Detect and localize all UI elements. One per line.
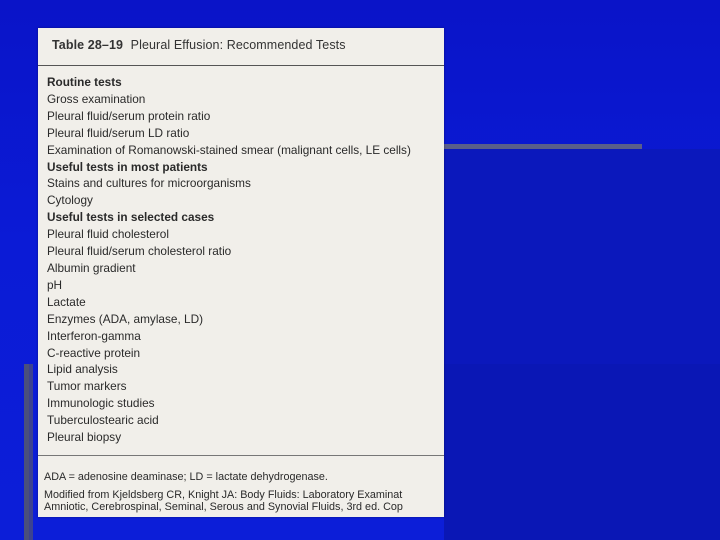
footnote-rule [38,455,444,456]
source-line: Modified from Kjeldsberg CR, Knight JA: Body Fluids: Laboratory Examinat [44,488,403,501]
list-item: Stains and cultures for microorganisms [47,176,251,191]
list-item: Lactate [47,294,86,309]
list-item: Tuberculostearic acid [47,413,159,428]
source-line: Amniotic, Cerebrospinal, Seminal, Serous and Synovial Fluids, 3rd ed. Cop [44,501,403,514]
list-item: Pleural biopsy [47,430,122,445]
list-item: Interferon-gamma [47,328,141,343]
decorative-bar-horizontal [440,144,642,149]
list-item: Albumin gradient [47,260,136,275]
background-panel-right [444,149,720,364]
section-heading: Useful tests in most patients [47,159,208,174]
list-item: Pleural fluid/serum LD ratio [47,125,190,140]
section-heading: Routine tests [47,75,122,89]
list-item: Pleural fluid cholesterol [47,227,169,242]
decorative-bar-vertical-shadow [29,364,33,540]
table-title [52,38,346,52]
abbreviation-footnote: ADA = adenosine deaminase; LD = lactate dehydrogenase. [44,471,328,483]
list-item: Pleural fluid/serum protein ratio [47,108,211,123]
list-item: Gross examination [47,91,146,106]
title-rule [38,65,444,66]
table-number: Table 28–19 [52,38,124,52]
list-item: pH [47,277,63,292]
tests-list [47,74,442,446]
list-item: Lipid analysis [47,362,118,377]
scanned-table-image [38,28,444,517]
background-panel-bottom [444,364,720,540]
list-item: Cytology [47,193,93,208]
table-caption: Pleural Effusion: Recommended Tests [130,38,346,52]
list-item: Enzymes (ADA, amylase, LD) [47,311,204,326]
list-item: Pleural fluid/serum cholesterol ratio [47,244,232,259]
list-item: Tumor markers [47,379,127,394]
list-item: C-reactive protein [47,345,141,360]
list-item: Immunologic studies [47,396,155,411]
table-footnotes [44,471,444,514]
list-item: Examination of Romanowski-stained smear (malignant cells, LE cells) [47,142,411,157]
section-heading: Useful tests in selected cases [47,210,215,225]
